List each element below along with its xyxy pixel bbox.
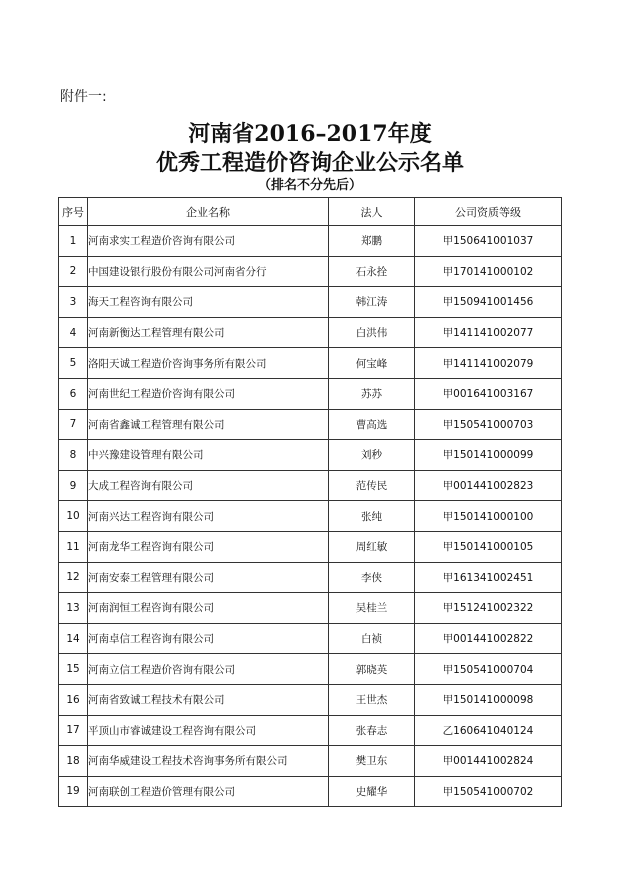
table-row	[59, 409, 562, 440]
row-index: 14	[59, 623, 88, 654]
page-subtitle: （排名不分先后）	[257, 178, 362, 193]
row-company-name: 河南华威建设工程技术咨询事务所有限公司	[88, 746, 329, 777]
table-row	[59, 654, 562, 685]
row-qualification: 甲150141000099	[415, 440, 562, 471]
row-index: 8	[59, 440, 88, 471]
row-company-name: 河南世纪工程造价咨询有限公司	[88, 378, 329, 409]
row-qualification: 甲150541000702	[415, 776, 562, 807]
row-qualification: 甲150641001037	[415, 226, 562, 257]
row-qualification: 甲001441002824	[415, 746, 562, 777]
row-legal-rep: 何宝峰	[329, 348, 415, 379]
row-company-name: 平顶山市睿诚建设工程咨询有限公司	[88, 715, 329, 746]
row-legal-rep: 石永拴	[329, 256, 415, 287]
row-legal-rep: 韩江涛	[329, 287, 415, 318]
row-index: 16	[59, 684, 88, 715]
row-index: 12	[59, 562, 88, 593]
row-index: 11	[59, 531, 88, 562]
row-legal-rep: 王世杰	[329, 684, 415, 715]
row-index: 10	[59, 501, 88, 532]
table-row	[59, 684, 562, 715]
table-row	[59, 348, 562, 379]
row-company-name: 洛阳天诚工程造价咨询事务所有限公司	[88, 348, 329, 379]
table-row	[59, 256, 562, 287]
row-index: 2	[59, 256, 88, 287]
table-row	[59, 776, 562, 807]
table-row	[59, 501, 562, 532]
row-company-name: 河南安泰工程管理有限公司	[88, 562, 329, 593]
company-list-table	[58, 197, 562, 807]
row-qualification: 甲150541000703	[415, 409, 562, 440]
table-row	[59, 531, 562, 562]
row-legal-rep: 白洪伟	[329, 317, 415, 348]
row-qualification: 甲141141002077	[415, 317, 562, 348]
row-qualification: 乙160641040124	[415, 715, 562, 746]
row-company-name: 大成工程咨询有限公司	[88, 470, 329, 501]
row-legal-rep: 李侠	[329, 562, 415, 593]
row-index: 3	[59, 287, 88, 318]
row-qualification: 甲001641003167	[415, 378, 562, 409]
row-company-name: 河南润恒工程咨询有限公司	[88, 593, 329, 624]
row-company-name: 河南卓信工程咨询有限公司	[88, 623, 329, 654]
header-index: 序号	[59, 198, 88, 226]
row-index: 1	[59, 226, 88, 257]
row-index: 19	[59, 776, 88, 807]
row-legal-rep: 刘秒	[329, 440, 415, 471]
table-row	[59, 623, 562, 654]
row-index: 13	[59, 593, 88, 624]
row-qualification: 甲151241002322	[415, 593, 562, 624]
row-legal-rep: 白祯	[329, 623, 415, 654]
table-row	[59, 470, 562, 501]
row-qualification: 甲001441002823	[415, 470, 562, 501]
table-row	[59, 593, 562, 624]
row-legal-rep: 郭晓英	[329, 654, 415, 685]
table-row	[59, 746, 562, 777]
row-index: 15	[59, 654, 88, 685]
row-index: 7	[59, 409, 88, 440]
row-legal-rep: 曹高选	[329, 409, 415, 440]
row-company-name: 海天工程咨询有限公司	[88, 287, 329, 318]
row-index: 18	[59, 746, 88, 777]
row-legal-rep: 吴桂兰	[329, 593, 415, 624]
row-company-name: 河南龙华工程咨询有限公司	[88, 531, 329, 562]
row-company-name: 河南求实工程造价咨询有限公司	[88, 226, 329, 257]
row-legal-rep: 苏苏	[329, 378, 415, 409]
header-company-name: 企业名称	[88, 198, 329, 226]
row-company-name: 河南立信工程造价咨询有限公司	[88, 654, 329, 685]
row-legal-rep: 张春志	[329, 715, 415, 746]
table-row	[59, 378, 562, 409]
header-qualification: 公司资质等级	[415, 198, 562, 226]
row-company-name: 河南新衡达工程管理有限公司	[88, 317, 329, 348]
table-row	[59, 317, 562, 348]
row-qualification: 甲150141000098	[415, 684, 562, 715]
row-legal-rep: 樊卫东	[329, 746, 415, 777]
row-legal-rep: 范传民	[329, 470, 415, 501]
page-title-line-1: 河南省2016–2017年度	[188, 121, 432, 147]
row-index: 9	[59, 470, 88, 501]
table-row	[59, 562, 562, 593]
table-header-row	[59, 198, 562, 226]
row-qualification: 甲150141000100	[415, 501, 562, 532]
page-title-line-2: 优秀工程造价咨询企业公示名单	[155, 150, 464, 176]
row-index: 5	[59, 348, 88, 379]
row-company-name: 中兴豫建设管理有限公司	[88, 440, 329, 471]
row-index: 6	[59, 378, 88, 409]
row-legal-rep: 史耀华	[329, 776, 415, 807]
row-qualification: 甲150941001456	[415, 287, 562, 318]
table-row	[59, 226, 562, 257]
header-legal-rep: 法人	[329, 198, 415, 226]
row-index: 4	[59, 317, 88, 348]
row-company-name: 河南省致诚工程技术有限公司	[88, 684, 329, 715]
row-company-name: 河南兴达工程咨询有限公司	[88, 501, 329, 532]
row-qualification: 甲141141002079	[415, 348, 562, 379]
row-legal-rep: 张纯	[329, 501, 415, 532]
row-index: 17	[59, 715, 88, 746]
row-legal-rep: 周红敏	[329, 531, 415, 562]
attachment-label: 附件一:	[60, 89, 107, 105]
row-qualification: 甲170141000102	[415, 256, 562, 287]
row-company-name: 河南省鑫诚工程管理有限公司	[88, 409, 329, 440]
row-legal-rep: 郑鹏	[329, 226, 415, 257]
table-row	[59, 440, 562, 471]
row-qualification: 甲150141000105	[415, 531, 562, 562]
row-company-name: 河南联创工程造价管理有限公司	[88, 776, 329, 807]
row-company-name: 中国建设银行股份有限公司河南省分行	[88, 256, 329, 287]
table-row	[59, 715, 562, 746]
row-qualification: 甲001441002822	[415, 623, 562, 654]
row-qualification: 甲150541000704	[415, 654, 562, 685]
row-qualification: 甲161341002451	[415, 562, 562, 593]
table-row	[59, 287, 562, 318]
